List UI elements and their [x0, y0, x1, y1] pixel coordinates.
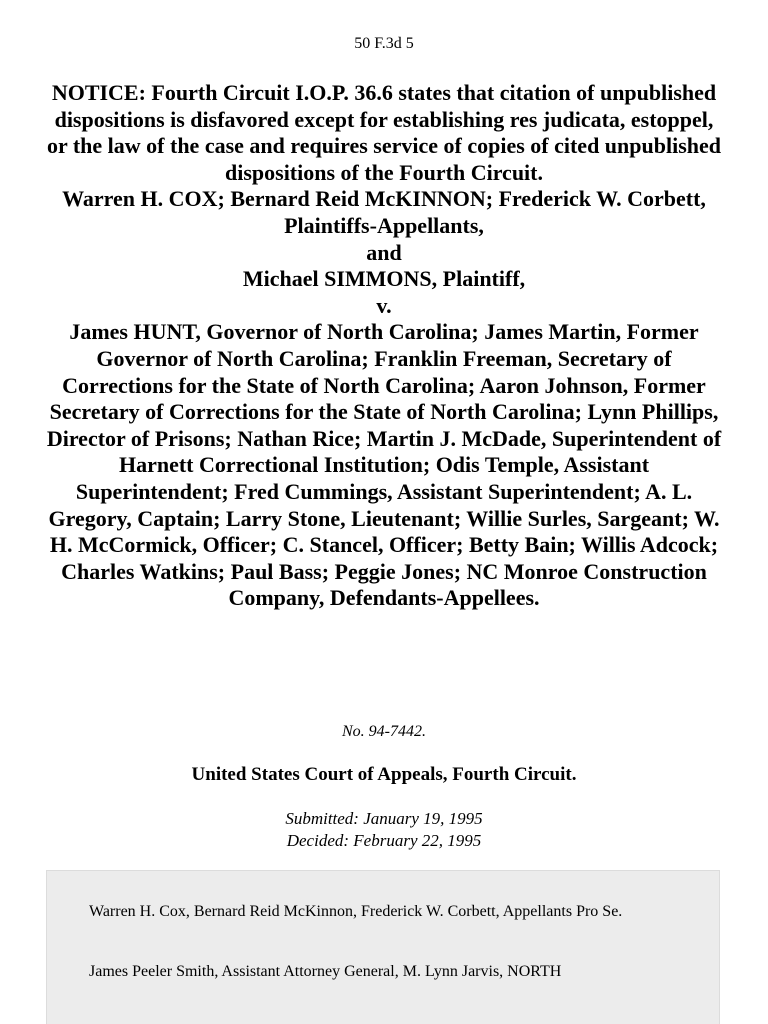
plaintiff: Michael SIMMONS, Plaintiff, — [242, 266, 526, 292]
court-name: United States Court of Appeals, Fourth Circuit. — [191, 764, 577, 785]
counsel-section — [46, 870, 720, 1024]
submitted-date: Submitted: January 19, 1995 — [285, 809, 483, 828]
counsel-appellees: James Peeler Smith, Assistant Attorney General, M. Lynn Jarvis, NORTH — [89, 963, 562, 980]
notice-text: NOTICE: Fourth Circuit I.O.P. 36.6 states that citation of unpublished dispositions is disfavored except for establishing res judicata, estoppel, or the law of the case and requires service of copies of cited unpublished dispositions of the Fourth Circuit. — [46, 80, 722, 185]
decided-date: Decided: February 22, 1995 — [286, 831, 482, 850]
and-conjunction: and — [366, 239, 402, 265]
docket-number: No. 94-7442. — [342, 723, 426, 740]
case-heading — [44, 80, 724, 612]
counsel-appellants: Warren H. Cox, Bernard Reid McKinnon, Frederick W. Corbett, Appellants Pro Se. — [89, 903, 623, 920]
citation: 50 F.3d 5 — [354, 35, 414, 52]
case-dates — [0, 808, 768, 852]
appellants: Warren H. COX; Bernard Reid McKINNON; Frederick W. Corbett, Plaintiffs-Appellants, — [62, 186, 706, 238]
versus: v. — [376, 292, 392, 318]
appellees: James HUNT, Governor of North Carolina; James Martin, Former Governor of North Carolina; Franklin Freeman, Secretary of Corrections for the State of North Carolina; Aaron Johnson, Former Secretary of Corrections for the State of North Carolina; Lynn Phillips, Director of Prisons; Nathan Rice; Martin J. McDade, Superintendent of Harnett Correctional Institution; Odis Temple, Assistant Superintendent; Fred Cummings, Assistant Superintendent; A. L. Gregory, Captain; Larry Stone, Lieutenant; Willie Surles, Sargeant; W. H. McCormick, Officer; C. Stancel, Officer; Betty Bain; Willis Adcock; Charles Watkins; Paul Bass; Peggie Jones; NC Monroe Construction Company, Defendants-Appellees. — [46, 319, 722, 611]
